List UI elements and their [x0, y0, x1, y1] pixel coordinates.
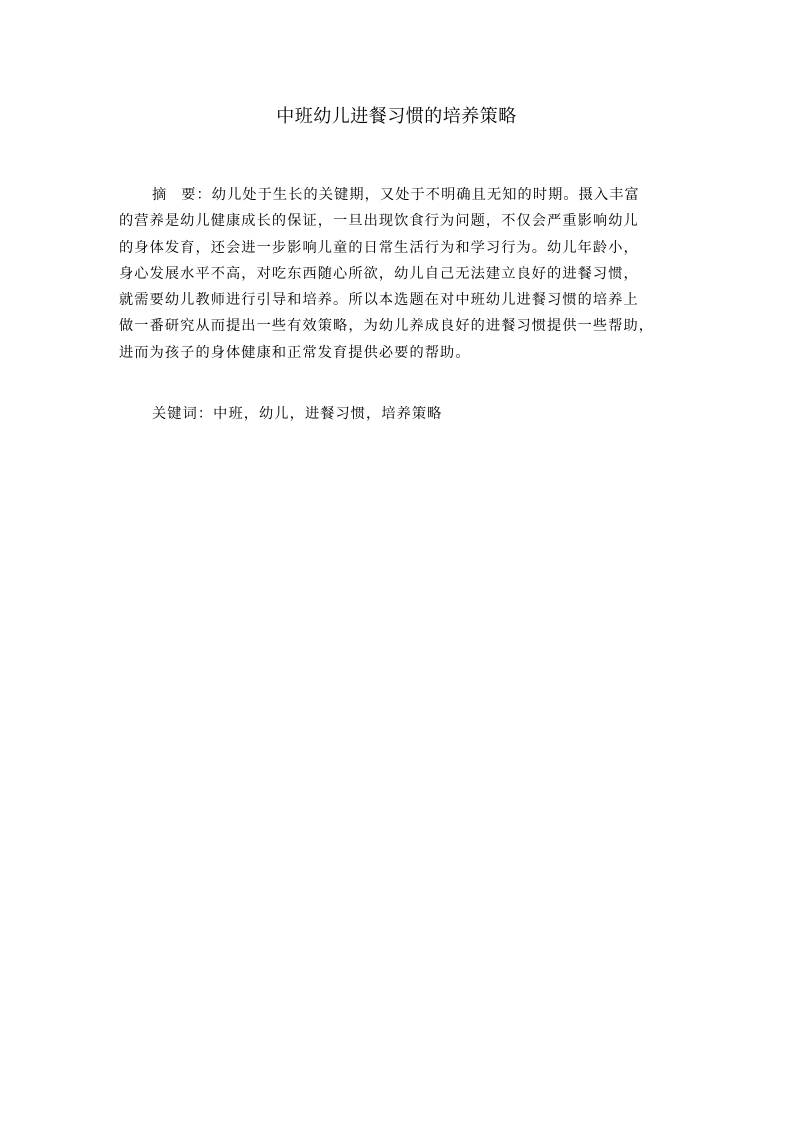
abstract-text-line: 幼儿处于生长的关键期，又处于不明确且无知的时期。摄入丰富 [211, 187, 640, 203]
keywords-line [152, 401, 442, 427]
abstract-line-1 [119, 182, 679, 208]
abstract-text-line: 身心发展水平不高，对吃东西随心所欲，幼儿自己无法建立良好的进餐习惯， [119, 265, 639, 282]
abstract-text-line: 的身体发育，还会进一步影响儿童的日常生活行为和学习行为。幼儿年龄小， [119, 239, 639, 256]
keywords-text: 中班，幼儿，进餐习惯，培养策略 [213, 406, 443, 422]
abstract-text-line: 做一番研究从而提出一些有效策略，为幼儿养成良好的进餐习惯提供一些帮助， [119, 318, 655, 335]
abstract-label-first: 摘 [152, 187, 182, 203]
abstract-text-line: 的营养是幼儿健康成长的保证，一旦出现饮食行为问题，不仅会严重影响幼儿 [119, 213, 639, 230]
document-title: 中班幼儿进餐习惯的培养策略 [276, 106, 517, 127]
abstract-section [119, 182, 679, 366]
abstract-text-line: 就需要幼儿教师进行引导和培养。所以本选题在对中班幼儿进餐习惯的培养上 [119, 292, 639, 309]
abstract-label-second: 要： [181, 187, 212, 203]
abstract-text-line: 进而为孩子的身体健康和正常发育提供必要的帮助。 [119, 344, 471, 361]
keywords-label: 关键词： [152, 406, 214, 422]
